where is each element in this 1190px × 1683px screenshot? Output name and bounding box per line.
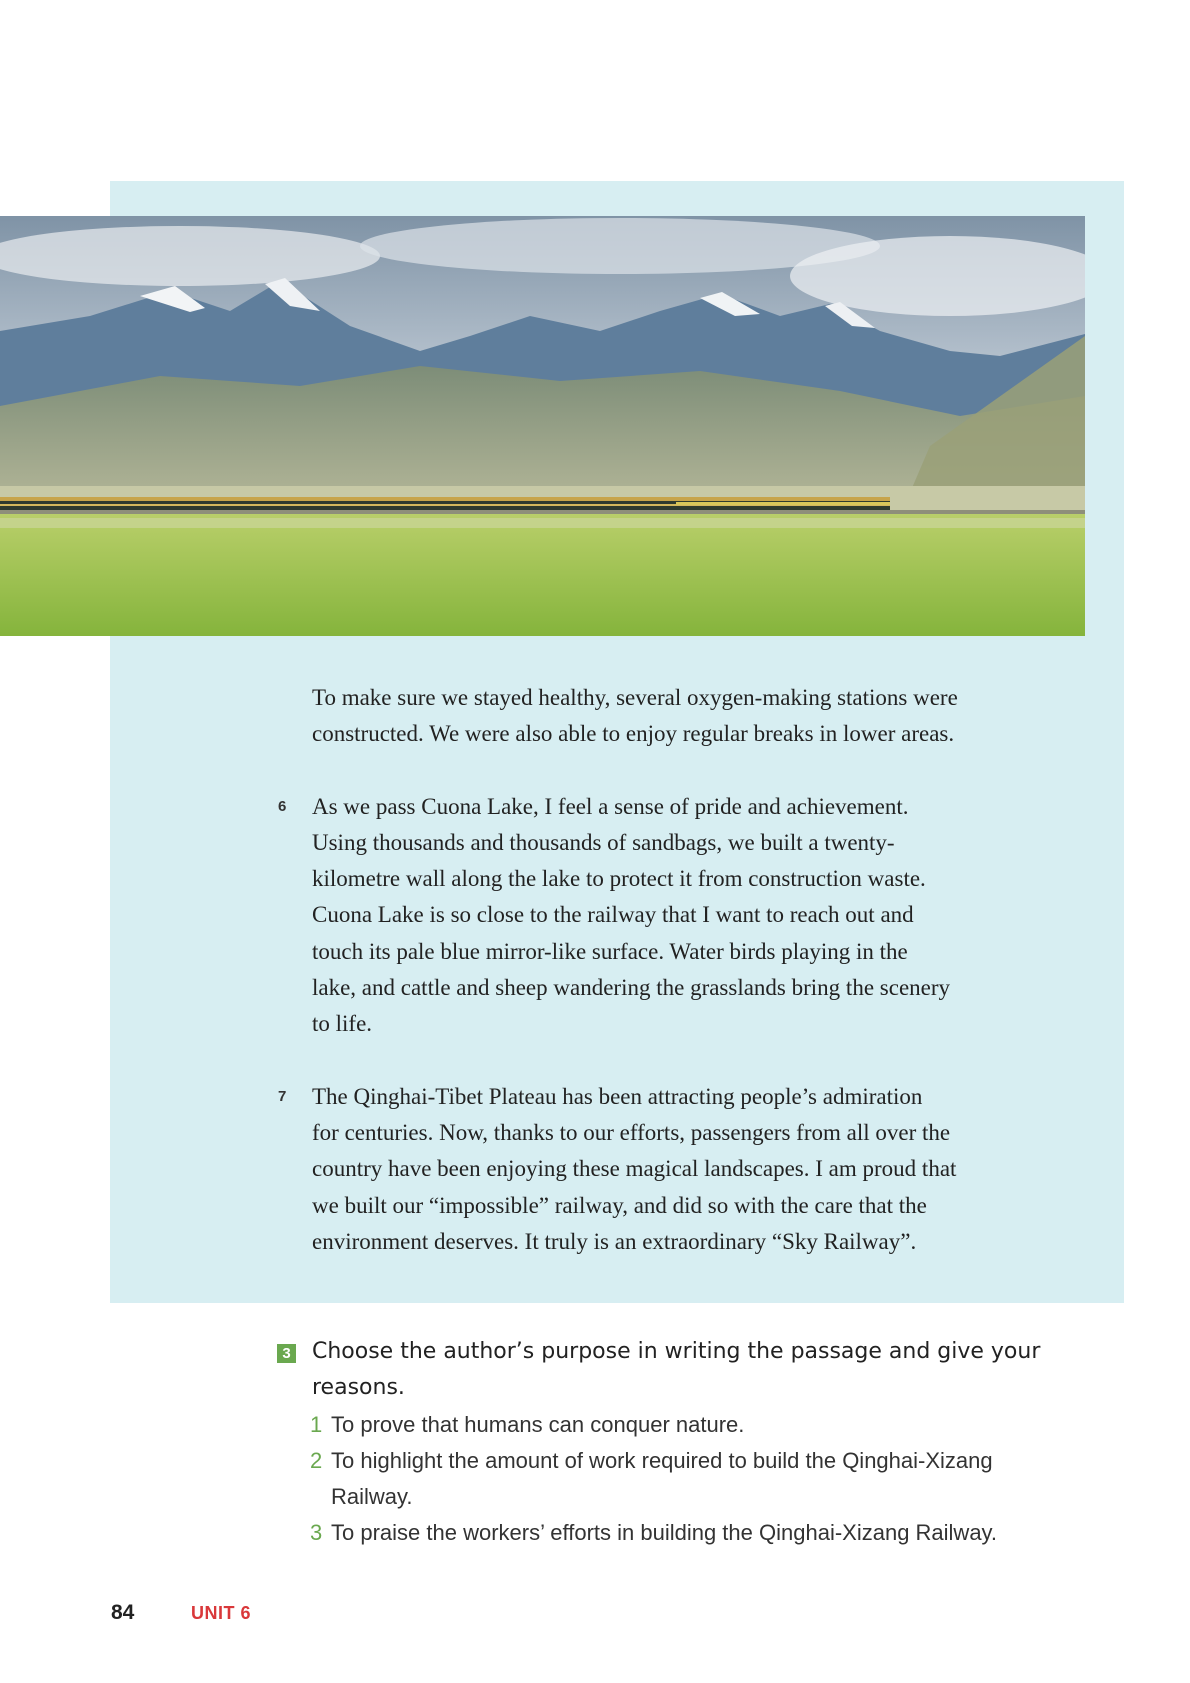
option-number: 3 <box>310 1520 323 1545</box>
paragraph-text: The Qinghai-Tibet Plateau has been attracting people’s admiration for centuries. Now, thanks to our efforts, passengers from all over the country have been enjoying these magical landscapes. I am proud that we built our “impossible” railway, and did so with the care that the environment deserves. It truly is an extraordinary “Sky Railway”. <box>312 1083 957 1254</box>
page-number: 84 <box>111 1601 135 1624</box>
paragraph-number: 7 <box>278 1087 287 1105</box>
option-text: To prove that humans can conquer nature. <box>331 1412 745 1437</box>
paragraph-number: 6 <box>278 797 287 815</box>
passage-lead-paragraph <box>312 680 1072 753</box>
paragraph-6 <box>278 789 1072 1043</box>
task-option <box>310 1515 1070 1551</box>
task-option <box>310 1407 1070 1443</box>
option-text: To praise the workers’ efforts in building the Qinghai-Xizang Railway. <box>331 1520 998 1545</box>
paragraph-text: As we pass Cuona Lake, I feel a sense of pride and achievement. Using thousands and thousands of sandbags, we built a twenty- kilometre wall along the lake to protect it from construction waste. Cuona Lake is so close to the railway that I want to reach out and touch its pale blue mirror-like surface. Water birds playing in the lake, and cattle and sheep wandering the grasslands bring the scenery to life. <box>312 793 951 1037</box>
paragraph-text: To make sure we stayed healthy, several oxygen-making stations were constructed. We were also able to enjoy regular breaks in lower areas. <box>312 685 958 747</box>
option-number: 1 <box>310 1412 323 1437</box>
unit-label: UNIT 6 <box>191 1603 252 1623</box>
passage <box>278 680 1072 1296</box>
task-prompt: Choose the author’s purpose in writing the passage and give your reasons. <box>312 1339 1041 1400</box>
task-option <box>310 1443 1070 1515</box>
task-options-list <box>310 1407 1070 1551</box>
landscape-train-photo-icon <box>0 216 1085 636</box>
paragraph-7 <box>278 1079 1072 1260</box>
task-number-badge: 3 <box>277 1344 296 1363</box>
option-number: 2 <box>310 1448 323 1473</box>
option-text: To highlight the amount of work required to build the Qinghai-Xizang Railway. <box>331 1448 993 1509</box>
